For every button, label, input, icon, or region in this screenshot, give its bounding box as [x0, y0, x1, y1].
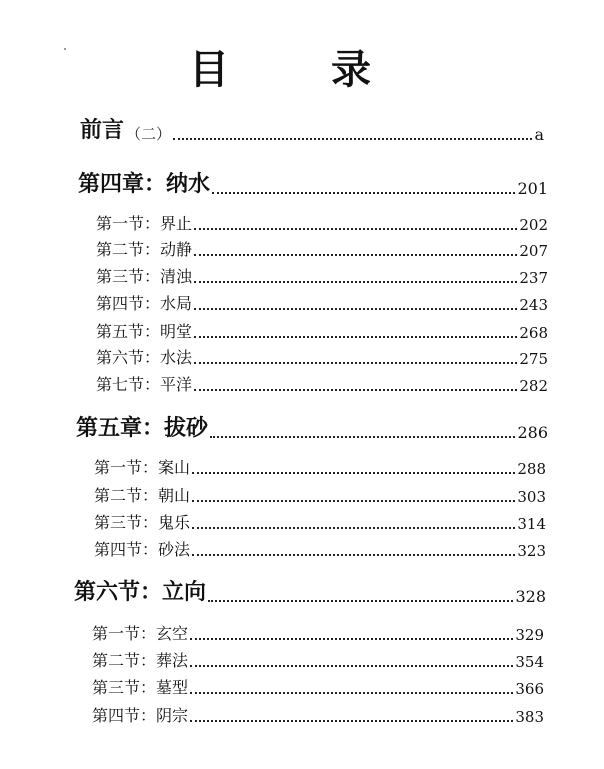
toc-chapter[interactable] — [76, 412, 548, 442]
toc-section-label: 第一节：界止 — [96, 214, 193, 233]
toc-section[interactable] — [92, 649, 544, 671]
toc-section[interactable] — [92, 622, 544, 644]
toc-section-page: 354 — [515, 653, 544, 671]
toc-section-page: 207 — [519, 242, 548, 260]
leader-dots — [173, 138, 532, 140]
leader-dots — [192, 527, 515, 529]
toc-section-label: 第五节：明堂 — [96, 322, 193, 341]
leader-dots — [192, 500, 515, 502]
toc-section-label: 第一节：案山 — [94, 458, 191, 477]
toc-section[interactable] — [96, 238, 548, 260]
toc-section-label: 第二节：葬法 — [92, 651, 189, 670]
toc-section-page: 282 — [519, 377, 548, 395]
toc-section-page: 314 — [517, 515, 546, 533]
toc-section[interactable] — [96, 265, 548, 287]
toc-section-page: 202 — [519, 216, 548, 234]
leader-dots — [210, 436, 515, 438]
toc-section-label: 第六节：水法 — [96, 348, 193, 367]
leader-dots — [190, 638, 513, 640]
toc-section-page: 237 — [519, 269, 548, 287]
toc-section[interactable] — [94, 484, 546, 506]
leader-dots — [194, 254, 517, 256]
page-title: 目 录 — [189, 46, 415, 93]
leader-dots — [208, 600, 513, 602]
toc-section[interactable] — [96, 346, 548, 368]
toc-section-label: 第二节：朝山 — [94, 486, 191, 505]
leader-dots — [190, 665, 513, 667]
leader-dots — [192, 472, 515, 474]
toc-section[interactable] — [94, 456, 546, 478]
toc-section-label: 第一节：玄空 — [92, 624, 189, 643]
toc-section[interactable] — [94, 511, 546, 533]
toc-chapter[interactable] — [74, 576, 546, 606]
toc-section[interactable] — [96, 292, 548, 314]
leader-dots — [194, 362, 517, 364]
toc-section-label: 第四节：砂法 — [94, 540, 191, 559]
toc-section-label: 第三节：清浊 — [96, 267, 193, 286]
toc-section-label: 第三节：鬼乐 — [94, 513, 191, 532]
toc-section-label: 第四节：水局 — [96, 294, 193, 313]
toc-chapter-page: 286 — [517, 423, 548, 442]
toc-section[interactable] — [96, 320, 548, 342]
leader-dots — [190, 692, 513, 694]
toc-section[interactable] — [94, 538, 546, 560]
leader-dots — [194, 228, 517, 230]
toc-section-page: 243 — [519, 296, 548, 314]
toc-section-label: 第七节：平洋 — [96, 375, 193, 394]
toc-section-label: 第二节：动静 — [96, 240, 193, 259]
toc-section-page: 288 — [517, 460, 546, 478]
toc-section-page: 323 — [517, 542, 546, 560]
toc-entry-preface[interactable] — [80, 114, 544, 144]
toc-section-page: 268 — [519, 324, 548, 342]
toc-chapter[interactable] — [78, 168, 548, 198]
leader-dots — [212, 192, 515, 194]
toc-section[interactable] — [96, 212, 548, 234]
toc-entry-sublabel: （二） — [126, 125, 172, 143]
toc-section[interactable] — [92, 704, 544, 726]
toc-section-label: 第三节：墓型 — [92, 678, 189, 697]
toc-section-page: 366 — [515, 680, 544, 698]
toc-chapter-label: 第五章：拔砂 — [76, 415, 209, 441]
toc-section[interactable] — [92, 676, 544, 698]
toc-chapter-page: 328 — [515, 587, 546, 606]
leader-dots — [194, 281, 517, 283]
toc-section-page: 275 — [519, 350, 548, 368]
leader-dots — [192, 554, 515, 556]
leader-dots — [190, 720, 513, 722]
leader-dots — [194, 336, 517, 338]
toc-chapter-page: 201 — [517, 179, 548, 198]
leader-dots — [194, 308, 517, 310]
toc-entry-label: 前言 — [80, 117, 125, 143]
toc-entry-page: a — [534, 125, 544, 144]
toc-section-page: 303 — [517, 488, 546, 506]
toc-section[interactable] — [96, 373, 548, 395]
toc-section-page: 329 — [515, 626, 544, 644]
toc-section-label: 第四节：阴宗 — [92, 706, 189, 725]
toc-chapter-label: 第四章：纳水 — [78, 171, 211, 197]
toc-chapter-label: 第六节：立向 — [74, 579, 207, 605]
leader-dots — [194, 389, 517, 391]
toc-section-page: 383 — [515, 708, 544, 726]
